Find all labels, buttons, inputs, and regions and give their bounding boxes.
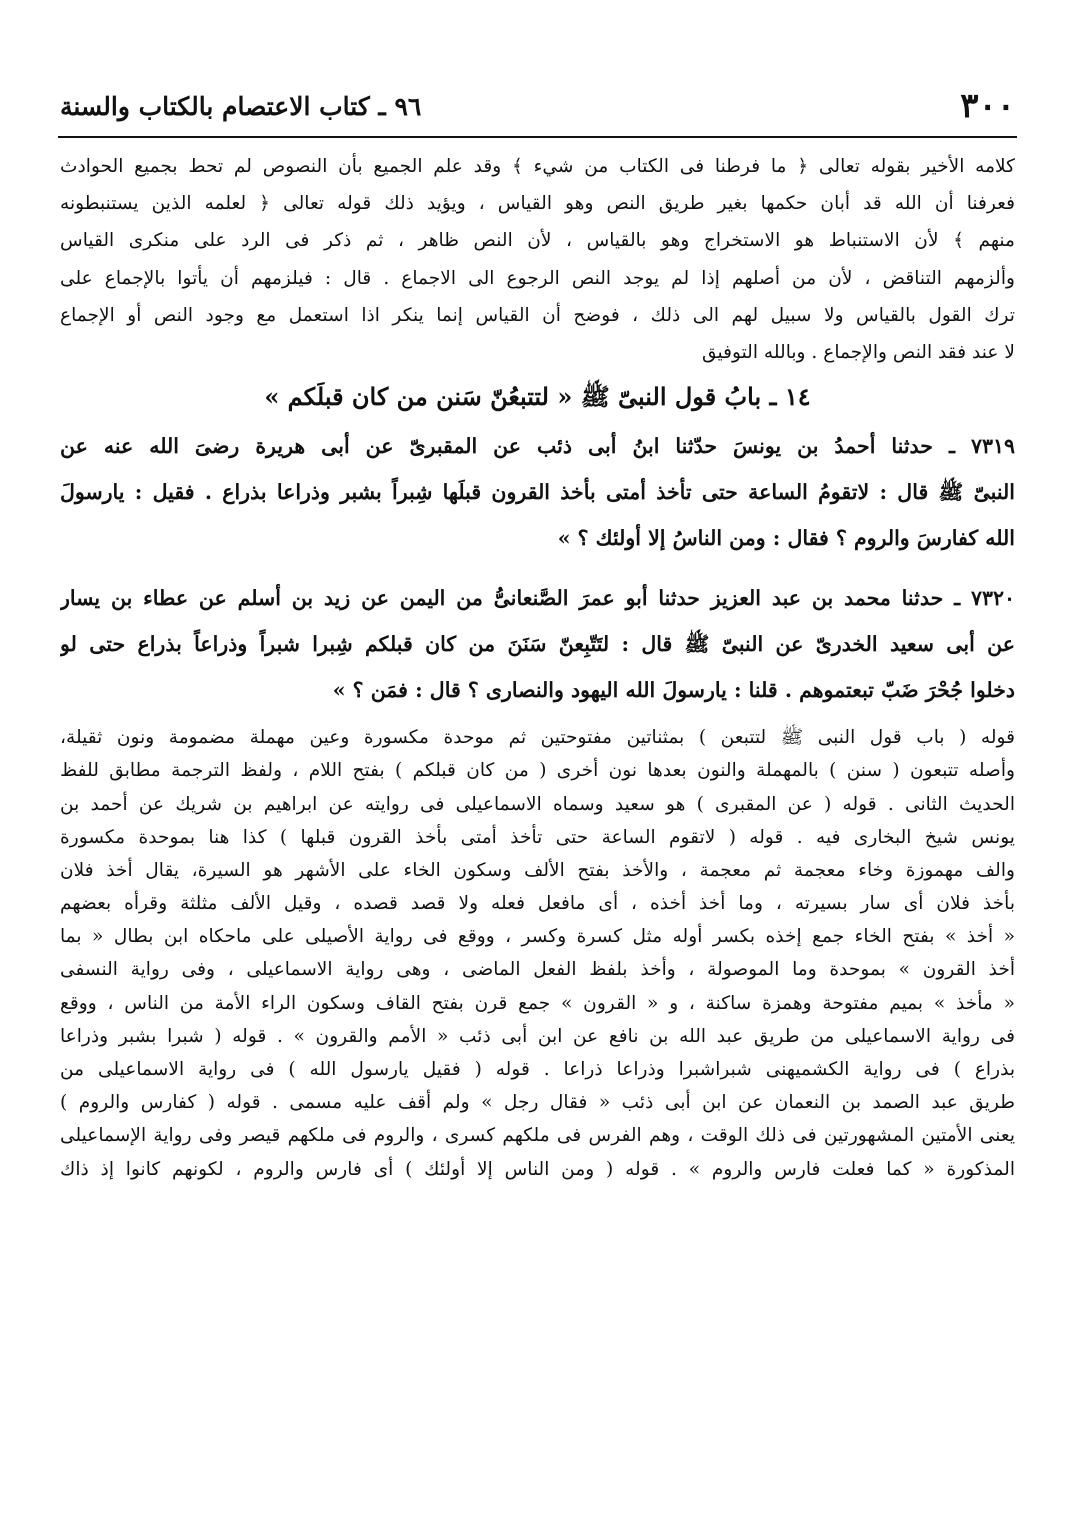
commentary-line: يونس شيخ البخارى فيه . قوله ( لاتقوم الساعة حتى تأخذ أمتى بأخذ القرون قبلها ) كذا هنا بموحدة مكسورة (60, 826, 1015, 848)
commentary-line: « أخذ » بفتح الخاء جمع إخذه بكسر أوله مثل كسرة وكسر ، ووقع فى رواية الأصيلى على ماحكاه ابن بطال « بما (60, 926, 1015, 948)
hadith-line: ٧٣٢٠ ـ حدثنا محمد بن عبد العزيز حدثنا أبو عمرَ الصَّنعانىُّ من اليمن عن زيد بن أسلم عن عطاء بن يسار (60, 586, 1015, 611)
text-line: ترك القول بالقياس ولا سبيل لهم الى ذلك ، فوضح أن القياس إنما ينكر اذا استعمل مع وجود النص أو الإجماع (60, 304, 1015, 326)
spacer (60, 561, 1015, 575)
commentary-line: قوله ( باب قول النبى ﷺ لتتبعن ) بمثناتين مفتوحتين ثم موحدة مكسورة وعين مهملة مضمومة ونون ثقيلة، (60, 727, 1015, 749)
commentary-line: أخذ القرون » بموحدة وما الموصولة ، وأخذ بلفظ الفعل الماضى ، وهى رواية الاسماعيلى ، وفى رواية النسفى (60, 959, 1015, 981)
commentary-line: والف مهموزة وخاء معجمة ثم معجمة ، والأخذ بفتح الألف وسكون الخاء على الأشهر هو السيرة، يقال أخذ فلان (60, 859, 1015, 881)
hadith-line: ٧٣١٩ ـ حدثنا أحمدُ بن يونسَ حدّثنا ابنُ أبى ذئب عن المقبرىّ عن أبى هريرة رضىَ الله عنه عن (60, 434, 1015, 459)
text-line: كلامه الأخير بقوله تعالى ﴿ ما فرطنا فى الكتاب من شيء ﴾ وقد علم الجميع بأن النصوص لم تحط بجميع الحوادث (60, 156, 1015, 177)
hadith-line: النبىّ ﷺ قال : لاتقومُ الساعة حتى تأخذ أمتى بأخذ القرون قبلَها شِبراً بشبر وذراعا بذراع . فقيل : يارسولَ (60, 480, 1015, 505)
hadith-7319 (60, 423, 1015, 561)
text-line: فعرفنا أن الله قد أبان حكمها بغير طريق النص وهو القياس ، ويؤيد ذلك قوله تعالى ﴿ لعلمه الذين يستنبطونه (60, 193, 1015, 215)
hadith-line: الله كفارسَ والروم ؟ فقال : ومن الناسُ إلا أولئك ؟ » (557, 526, 1015, 551)
text-line: لا عند فقد النص والإجماع . وبالله التوفيق (701, 341, 1015, 363)
commentary-section (60, 721, 1015, 1186)
commentary-line: وأصله تتبعون ( سنن ) بالمهملة والنون بعدها نون أخرى ( من كان قبلكم ) بفتح اللام ، ولفظ الترجمة مطابق للفظ (60, 760, 1015, 782)
commentary-line: الحديث الثانى . قوله ( عن المقبرى ) هو سعيد وسماه الاسماعيلى فى روايته عن ابراهيم بن شريك عن أحمد بن (60, 793, 1015, 815)
page-number: ٣٠٠ (960, 86, 1015, 126)
commentary-line: فى رواية الاسماعيلى من طريق عبد الله بن نافع عن ابن أبى ذئب « الأمم والقرون » . قوله ( شبرا بشبر وذراعا (60, 1025, 1015, 1047)
commentary-line: يعنى الأمتين المشهورتين فى ذلك الوقت ، وهم الفرس فى ملكهم كسرى ، والروم فى ملكهم قيصر وفى رواية الإسماعيلى (60, 1125, 1015, 1147)
text-line: وألزمهم التناقض ، لأن من أصلهم إذا لم يوجد النص الرجوع الى الاجماع . قال : فيلزمهم أن يأتوا بالإجماع على (60, 267, 1015, 289)
text-line: منهم ﴾ لأن الاستنباط هو الاستخراج وهو بالقياس ، لأن النص ظاهر ، ثم ذكر فى الرد على منكرى القياس (60, 230, 1015, 252)
commentary-line: المذكورة « كما فعلت فارس والروم » . قوله ( ومن الناس إلا أولئك ) أى فارس والروم ، لكونهم كانوا إذ ذاك (60, 1158, 1015, 1180)
chapter-heading: ١٤ ـ بابُ قول النبىّ ﷺ « لتتبعُنّ سَنن من كان قبلَكم » (264, 382, 811, 412)
commentary-line: طريق عبد الصمد بن النعمان عن ابن أبى ذئب « فقال رجل » ولم أقف عليه مسمى . قوله ( كفارس والروم ) (60, 1092, 1015, 1114)
commentary-line: بذراع ) فى رواية الكشميهنى شبراشبرا وذراعا ذراعا . قوله ( فقيل يارسول الله ) فى رواية الاسماعيلى من (60, 1059, 1015, 1080)
commentary-line: بأخذ فلان أى سار بسيرته ، وما أخذ أخذه ، أى مافعل فعله ولا قصد قصده ، وقيل الألف مثلثة وقرأه بعضهم (60, 893, 1015, 915)
hadith-7320 (60, 575, 1015, 713)
header-rule (58, 136, 1017, 138)
hadith-line: عن أبى سعيد الخدرىّ عن النبىّ ﷺ قال : لتَتّبِعنّ سَنَنَ من كان قبلكم شِبرا شبراً وذراعاً بذراع حتى لو (60, 632, 1015, 657)
page-header (60, 84, 1015, 128)
running-title: ٩٦ ـ كتاب الاعتصام بالكتاب والسنة (60, 91, 422, 121)
commentary-line: « مأخذ » بميم مفتوحة وهمزة ساكنة ، و « القرون » جمع قرن بفتح القاف وسكون الراء الأمة من الناس ، ووقع (60, 992, 1015, 1014)
intro-paragraph (60, 148, 1015, 371)
hadith-line: دخلوا جُحْرَ ضَبّ تبعتموهم . قلنا : يارسولَ الله اليهود والنصارى ؟ قال : فمَن ؟ » (332, 678, 1015, 703)
page-body (60, 148, 1015, 1186)
